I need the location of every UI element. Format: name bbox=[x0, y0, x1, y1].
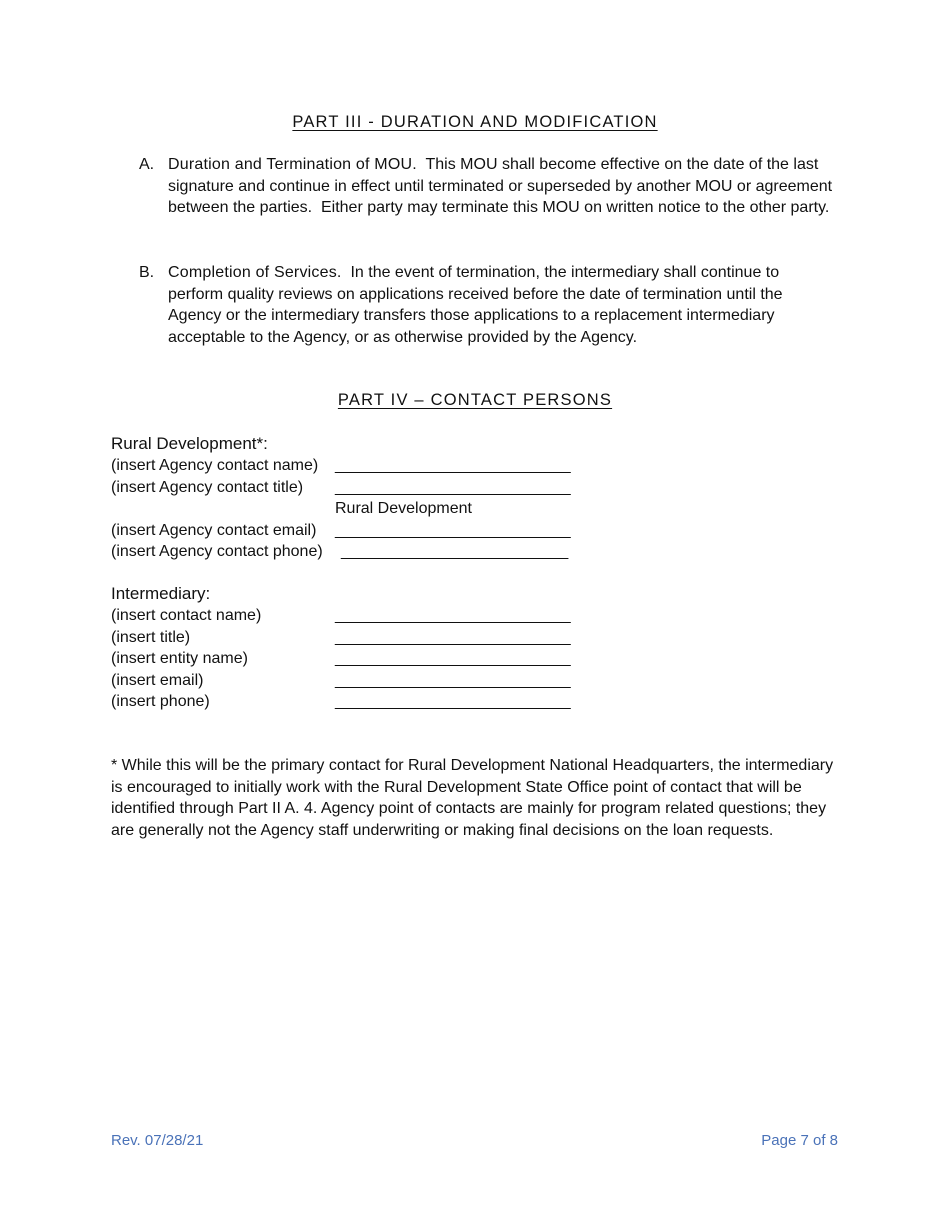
rd-organization: Rural Development bbox=[335, 500, 472, 517]
item-lead: Completion of Services. bbox=[168, 264, 342, 281]
intermediary-phone-line: ____________________________ bbox=[335, 693, 571, 710]
part3-heading: PART III - DURATION AND MODIFICATION bbox=[292, 113, 658, 131]
item-text: In the event of termination, the intermediary shall continue to perform quality reviews on applications received before the date of termination until the Agency or the intermediary transfers those applications to a replacement intermediary acceptable to the Agency, or as otherwise provided by the Agency. bbox=[168, 264, 787, 346]
rd-email-label: (insert Agency contact email) bbox=[111, 522, 317, 539]
revision-date: Rev. 07/28/21 bbox=[111, 1132, 204, 1149]
item-lead: Duration and Termination of MOU. bbox=[168, 156, 417, 173]
intermediary-email-line: ____________________________ bbox=[335, 672, 571, 689]
intermediary-entity-label: (insert entity name) bbox=[111, 650, 248, 667]
item-marker: B. bbox=[139, 264, 155, 281]
part3-item-a bbox=[139, 154, 837, 219]
rd-name-label: (insert Agency contact name) bbox=[111, 457, 319, 474]
intermediary-title-line: ____________________________ bbox=[335, 629, 571, 646]
page-number: Page 7 of 8 bbox=[761, 1132, 838, 1149]
intermediary-name-label: (insert contact name) bbox=[111, 607, 262, 624]
rd-title-line: ____________________________ bbox=[335, 479, 571, 496]
intermediary-email-label: (insert email) bbox=[111, 672, 204, 689]
rd-phone-line: ___________________________ bbox=[341, 543, 568, 560]
footnote-paragraph: * While this will be the primary contact for Rural Development National Headquarters, the intermediary is encouraged to initially work with the Rural Development State Office point of contact that will be identified through Part II A. 4. Agency point of contacts are mainly for program related questions; they are generally not the Agency staff underwriting or making final decisions on the loan requests. bbox=[111, 757, 834, 839]
intermediary-phone-label: (insert phone) bbox=[111, 693, 210, 710]
intermediary-section-title: Intermediary: bbox=[111, 584, 211, 603]
rd-phone-label: (insert Agency contact phone) bbox=[111, 543, 323, 560]
rd-section-title: Rural Development*: bbox=[111, 434, 268, 453]
intermediary-entity-line: ____________________________ bbox=[335, 650, 571, 667]
part3-item-b bbox=[139, 262, 833, 348]
rd-name-line: ____________________________ bbox=[335, 457, 571, 474]
intermediary-name-line: ____________________________ bbox=[335, 607, 571, 624]
rd-email-line: ____________________________ bbox=[335, 522, 571, 539]
intermediary-title-label: (insert title) bbox=[111, 629, 191, 646]
part4-heading: PART IV – CONTACT PERSONS bbox=[337, 391, 613, 409]
item-text: This MOU shall become effective on the date of the last signature and continue in effect until terminated or superseded by another MOU or agreement between the parties. Either party may terminate this MOU on written notice to the other party. bbox=[168, 156, 837, 216]
item-marker: A. bbox=[139, 156, 155, 173]
rd-title-label: (insert Agency contact title) bbox=[111, 479, 304, 496]
